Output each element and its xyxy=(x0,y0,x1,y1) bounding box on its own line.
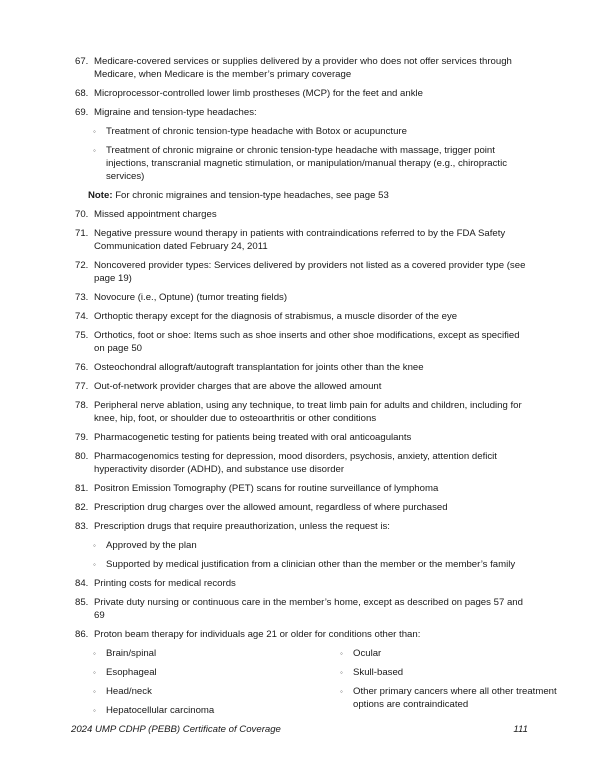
item-text: Negative pressure wound therapy in patients with contraindications referred to by the FDA Safety Communication dated February 24, 2011 xyxy=(94,228,506,252)
list-item xyxy=(0,106,600,119)
list-item xyxy=(0,501,600,514)
item-text: Pharmacogenomics testing for depression, mood disorders, psychosis, anxiety, attention deficit hyperactivity disorder (ADHD), and substance use disorder xyxy=(94,451,497,475)
item-number: 67. xyxy=(75,56,89,67)
sub-list-item xyxy=(0,558,600,571)
item-text: Osteochondral allograft/autograft transplantation for joints other than the knee xyxy=(94,362,424,373)
list-item xyxy=(0,628,600,641)
item-text: Noncovered provider types: Services delivered by providers not listed as a covered provider type (see page 19) xyxy=(94,260,526,284)
item-text: Medicare-covered services or supplies delivered by a provider who does not offer services through Medicare, when Medicare is the member’s primary coverage xyxy=(94,56,512,80)
list-item xyxy=(0,450,600,476)
item-text: Private duty nursing or continuous care in the member’s home, except as described on pages 57 and 69 xyxy=(94,597,523,621)
item-text: Missed appointment charges xyxy=(94,209,217,220)
list-item xyxy=(0,399,600,425)
item-number: 84. xyxy=(75,578,89,589)
bullet-icon: ◦ xyxy=(93,541,96,550)
item-text: Out-of-network provider charges that are above the allowed amount xyxy=(94,381,382,392)
list-item xyxy=(0,577,600,590)
bullet-icon: ◦ xyxy=(93,706,96,715)
bullet-icon: ◦ xyxy=(340,668,343,677)
item-number: 71. xyxy=(75,228,89,239)
bullet-icon: ◦ xyxy=(93,127,96,136)
list-item xyxy=(0,259,600,285)
sub-item-text: Ocular xyxy=(353,648,382,659)
item-number: 77. xyxy=(75,381,89,392)
sub-item-text: Treatment of chronic tension-type headache with Botox or acupuncture xyxy=(106,126,407,137)
bullet-icon: ◦ xyxy=(93,560,96,569)
sub-item-text: Treatment of chronic migraine or chronic tension-type headache with massage, trigger point injections, transcranial magnetic stimulation, or manipulation/manual therapy (e.g., chiropractic services) xyxy=(106,145,507,182)
bullet-icon: ◦ xyxy=(93,668,96,677)
bullet-icon: ◦ xyxy=(93,146,96,155)
sub-list-item xyxy=(0,539,600,552)
sub-item-text: Skull-based xyxy=(353,667,404,678)
item-text: Microprocessor-controlled lower limb prostheses (MCP) for the feet and ankle xyxy=(94,88,423,99)
sub-list-item xyxy=(0,125,600,138)
item-text: Prescription drug charges over the allowed amount, regardless of where purchased xyxy=(94,502,448,513)
item-text: Pharmacogenetic testing for patients being treated with oral anticoagulants xyxy=(94,432,412,443)
item-number: 78. xyxy=(75,400,89,411)
two-column-sub-list xyxy=(0,647,600,723)
item-text: Proton beam therapy for individuals age 21 or older for conditions other than: xyxy=(94,629,421,640)
list-item xyxy=(0,227,600,253)
sub-item-text: Hepatocellular carcinoma xyxy=(106,705,215,716)
footer-title: 2024 UMP CDHP (PEBB) Certificate of Coverage xyxy=(71,724,281,735)
list-item xyxy=(0,520,600,533)
sub-list-right xyxy=(0,647,600,717)
note xyxy=(0,189,600,202)
list-item xyxy=(0,596,600,622)
item-number: 80. xyxy=(75,451,89,462)
item-number: 69. xyxy=(75,107,89,118)
item-number: 79. xyxy=(75,432,89,443)
item-number: 81. xyxy=(75,483,89,494)
list-item xyxy=(0,361,600,374)
item-text: Peripheral nerve ablation, using any technique, to treat limb pain for adults and children, including for knee, hip, foot, or shoulder due to osteoarthritis or other conditions xyxy=(94,400,522,424)
list-item xyxy=(0,380,600,393)
sub-list-item xyxy=(0,144,600,183)
sub-item-text: Esophageal xyxy=(106,667,157,678)
item-text: Orthotics, foot or shoe: Items such as shoe inserts and other shoe modifications, except as specified on page 50 xyxy=(94,330,520,354)
sub-list-item xyxy=(0,666,600,679)
item-number: 73. xyxy=(75,292,89,303)
sub-item-text: Head/neck xyxy=(106,686,152,697)
list-item xyxy=(0,310,600,323)
item-number: 85. xyxy=(75,597,89,608)
item-number: 72. xyxy=(75,260,89,271)
bullet-icon: ◦ xyxy=(340,687,343,696)
item-number: 70. xyxy=(75,209,89,220)
list-item xyxy=(0,87,600,100)
list-item xyxy=(0,482,600,495)
sub-list-item xyxy=(0,685,600,711)
item-text: Novocure (i.e., Optune) (tumor treating fields) xyxy=(94,292,288,303)
note-text: For chronic migraines and tension-type headaches, see page 53 xyxy=(115,190,389,201)
item-number: 82. xyxy=(75,502,89,513)
list-item xyxy=(0,291,600,304)
list-item xyxy=(0,55,600,81)
item-number: 86. xyxy=(75,629,89,640)
page-footer xyxy=(71,723,528,736)
item-text: Orthoptic therapy except for the diagnosis of strabismus, a muscle disorder of the eye xyxy=(94,311,458,322)
sub-item-text: Supported by medical justification from a clinician other than the member or the member’s family xyxy=(106,559,516,570)
item-text: Migraine and tension-type headaches: xyxy=(94,107,257,118)
bullet-icon: ◦ xyxy=(93,649,96,658)
item-number: 75. xyxy=(75,330,89,341)
item-number: 74. xyxy=(75,311,89,322)
page-number: 111 xyxy=(513,724,528,735)
list-item xyxy=(0,329,600,355)
sub-list-item xyxy=(0,647,600,660)
sub-item-text: Brain/spinal xyxy=(106,648,157,659)
bullet-icon: ◦ xyxy=(340,649,343,658)
item-text: Printing costs for medical records xyxy=(94,578,236,589)
exclusions-list xyxy=(0,55,600,723)
bullet-icon: ◦ xyxy=(93,687,96,696)
sub-item-text: Approved by the plan xyxy=(106,540,197,551)
item-number: 76. xyxy=(75,362,89,373)
item-text: Positron Emission Tomography (PET) scans for routine surveillance of lymphoma xyxy=(94,483,439,494)
list-item xyxy=(0,208,600,221)
list-item xyxy=(0,431,600,444)
item-number: 68. xyxy=(75,88,89,99)
item-number: 83. xyxy=(75,521,89,532)
sub-item-text: Other primary cancers where all other treatment options are contraindicated xyxy=(353,686,557,710)
item-text: Prescription drugs that require preauthorization, unless the request is: xyxy=(94,521,390,532)
note-label: Note: xyxy=(88,190,113,201)
